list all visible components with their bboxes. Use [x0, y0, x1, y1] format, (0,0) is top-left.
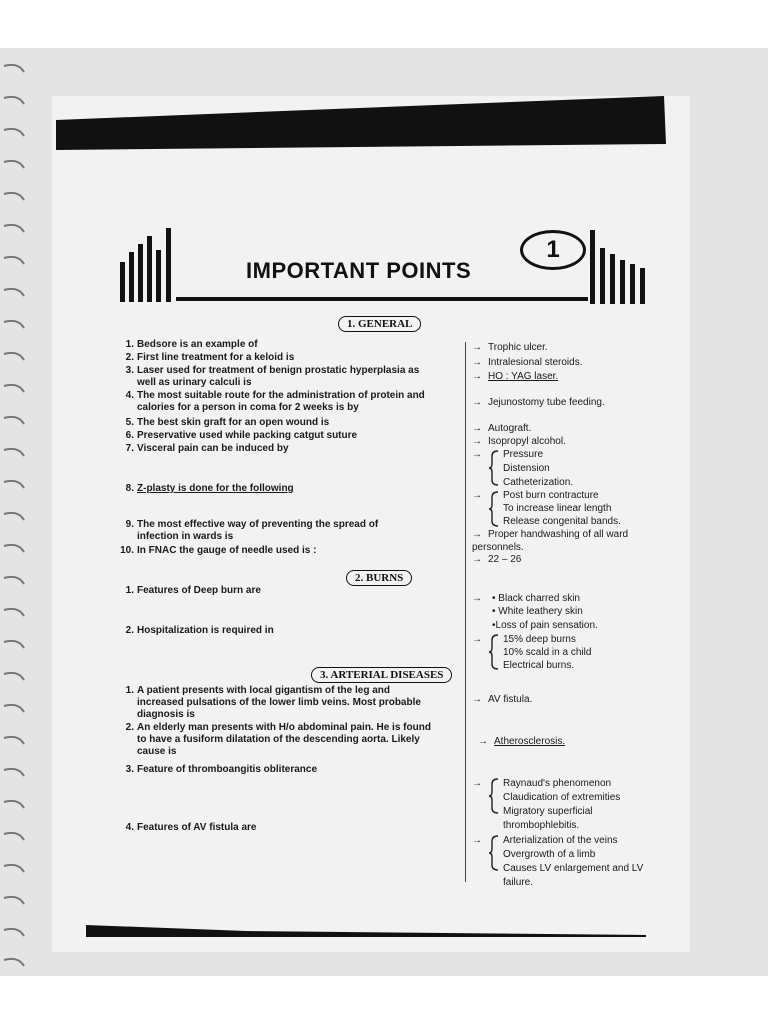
question-text: Bedsore is an example of: [137, 339, 258, 350]
question-item: [120, 443, 450, 455]
question-number: 9.: [125, 519, 134, 530]
section-heading-burns: 2. BURNS: [346, 570, 412, 586]
column-divider: [465, 342, 466, 882]
answer-text: Jejunostomy tube feeding.: [488, 397, 605, 408]
header-band: [56, 96, 666, 154]
answer-text: Atherosclerosis.: [494, 736, 566, 747]
question-text: Features of Deep burn are: [137, 585, 261, 596]
answer-arrow: [472, 489, 488, 502]
section-heading-arterial-diseases: 3. ARTERIAL DISEASES: [311, 667, 452, 683]
answer-list-item: To increase linear length: [503, 503, 612, 514]
question-number: 10.: [120, 545, 134, 556]
answer-list-item: Post burn contracture: [503, 490, 599, 501]
arrow-icon: →: [472, 342, 482, 353]
question-number: 1.: [125, 685, 134, 696]
answer-text: Intralesional steroids.: [488, 357, 583, 368]
question-item: [120, 417, 450, 429]
arrow-icon: →: [472, 694, 482, 705]
brace-icon: [488, 634, 500, 670]
brace-icon: [488, 835, 500, 871]
arrow-icon: →: [472, 593, 482, 604]
question-item: [120, 625, 450, 637]
answer-text: Trophic ulcer.: [488, 342, 548, 353]
answer-list-item: 10% scald in a child: [503, 647, 592, 658]
question-text: Laser used for treatment of benign prostatic hyperplasia as well as urinary calculi is: [137, 365, 420, 388]
question-number: 1.: [125, 339, 134, 350]
title-bars-left: [120, 226, 176, 302]
arrow-icon: →: [472, 835, 482, 846]
answer-item: [472, 528, 642, 554]
question-item: [120, 764, 450, 776]
answer-item: [472, 693, 532, 706]
arrow-icon: →: [472, 397, 482, 408]
answer-list-item: 15% deep burns: [503, 634, 576, 645]
question-number: 7.: [125, 443, 134, 454]
question-item: [120, 430, 450, 442]
arrow-icon: →: [472, 357, 482, 368]
answer-item: [472, 553, 521, 566]
question-item: [120, 483, 450, 495]
footer-rule: [86, 925, 646, 937]
question-number: 3.: [125, 365, 134, 376]
answer-list-item: Pressure: [503, 449, 544, 460]
question-text: The best skin graft for an open wound is: [137, 417, 330, 428]
answer-arrow: [472, 448, 488, 461]
answer-list-item: Distension: [503, 463, 550, 474]
question-text: Hospitalization is required in: [137, 625, 274, 636]
question-number: 1.: [125, 585, 134, 596]
bullet-icon: •: [492, 620, 496, 631]
question-item: [120, 519, 450, 543]
arrow-icon: →: [472, 423, 482, 434]
answer-list-item: Catheterization.: [503, 477, 574, 488]
question-item: [120, 585, 450, 597]
question-text: The most suitable route for the administration of protein and calories for a person in coma for 2 weeks is by: [137, 390, 425, 413]
answer-text: AV fistula.: [488, 694, 533, 705]
brace-icon: [488, 491, 500, 527]
bullet-icon: •: [492, 593, 496, 604]
arrow-icon: →: [472, 436, 482, 447]
arrow-icon: →: [472, 449, 482, 460]
question-text: The most effective way of preventing the spread of infection in wards is: [137, 519, 379, 542]
answer-text: 22 – 26: [488, 554, 522, 565]
answer-arrow: [472, 592, 488, 605]
answer-list-item: Release congenital bands.: [503, 516, 621, 527]
answer-list-item: Causes LV enlargement and LV failure.: [503, 863, 644, 888]
question-text: Feature of thromboangitis obliterance: [137, 764, 318, 775]
answer-list-item: Overgrowth of a limb: [503, 849, 596, 860]
arrow-icon: →: [478, 736, 488, 747]
answer-list-item: Claudication of extremities: [503, 792, 621, 803]
answer-text: Proper handwashing of all ward personnels.: [472, 529, 629, 553]
question-item: [120, 339, 450, 351]
question-number: 3.: [125, 764, 134, 775]
answer-item: [472, 396, 605, 409]
question-item: [120, 685, 450, 721]
answer-list-item: •Loss of pain sensation.: [492, 620, 598, 631]
arrow-icon: →: [472, 554, 482, 565]
question-text: Visceral pain can be induced by: [137, 443, 289, 454]
title-underline: [176, 297, 588, 301]
answer-item: [472, 422, 531, 435]
arrow-icon: →: [472, 778, 482, 789]
answer-list-item: • Black charred skin: [492, 593, 580, 604]
answer-list-item: Raynaud's phenomenon: [503, 778, 612, 789]
question-item: [120, 390, 450, 414]
question-number: 5.: [125, 417, 134, 428]
section-heading-general: 1. GENERAL: [338, 316, 421, 332]
question-text: Preservative used while packing catgut suture: [137, 430, 358, 441]
answer-text: Autograft.: [488, 423, 532, 434]
question-number: 4.: [125, 390, 134, 401]
question-text: First line treatment for a keloid is: [137, 352, 295, 363]
page-title: IMPORTANT POINTS: [246, 258, 472, 283]
question-text: Z-plasty is done for the following: [137, 483, 294, 494]
answer-list-item: • White leathery skin: [492, 606, 583, 617]
question-item: [120, 545, 450, 557]
arrow-icon: →: [472, 634, 482, 645]
answer-text: Isopropyl alcohol.: [488, 436, 566, 447]
question-text: In FNAC the gauge of needle used is :: [137, 545, 317, 556]
answer-item: [472, 435, 566, 448]
question-text: A patient presents with local gigantism of the leg and increased pulsations of the lower limb veins. Most probable diagnosis is: [137, 685, 421, 720]
chapter-number-badge: 1: [520, 230, 586, 270]
question-number: 2.: [125, 722, 134, 733]
answer-item: [472, 356, 583, 369]
question-text: Features of AV fistula are: [137, 822, 257, 833]
arrow-icon: →: [472, 529, 482, 540]
answer-list-item: Electrical burns.: [503, 660, 575, 671]
answer-item: [472, 341, 548, 354]
answer-arrow: [472, 777, 488, 790]
bullet-icon: •: [492, 606, 496, 617]
question-item: [120, 352, 450, 364]
answer-item: [478, 735, 565, 748]
answer-item: [472, 370, 558, 383]
question-number: 6.: [125, 430, 134, 441]
question-number: 4.: [125, 822, 134, 833]
brace-icon: [488, 778, 500, 814]
question-number: 2.: [125, 625, 134, 636]
question-item: [120, 822, 450, 834]
question-text: An elderly man presents with H/o abdominal pain. He is found to have a fusiform dilatation of the descending aorta. Likely cause is: [137, 722, 431, 757]
answer-list-item: Arterialization of the veins: [503, 835, 618, 846]
question-number: 2.: [125, 352, 134, 363]
answer-arrow: [472, 834, 488, 847]
answer-arrow: [472, 633, 488, 646]
question-item: [120, 365, 450, 389]
answer-list-item: Migratory superficial thrombophlebitis.: [503, 806, 593, 831]
question-item: [120, 722, 460, 758]
brace-icon: [488, 450, 500, 486]
question-number: 8.: [125, 483, 134, 494]
arrow-icon: →: [472, 371, 482, 382]
spiral-binding: [0, 60, 40, 970]
answer-text: HO : YAG laser.: [488, 371, 559, 382]
title-bars-right: [590, 228, 648, 304]
arrow-icon: →: [472, 490, 482, 501]
